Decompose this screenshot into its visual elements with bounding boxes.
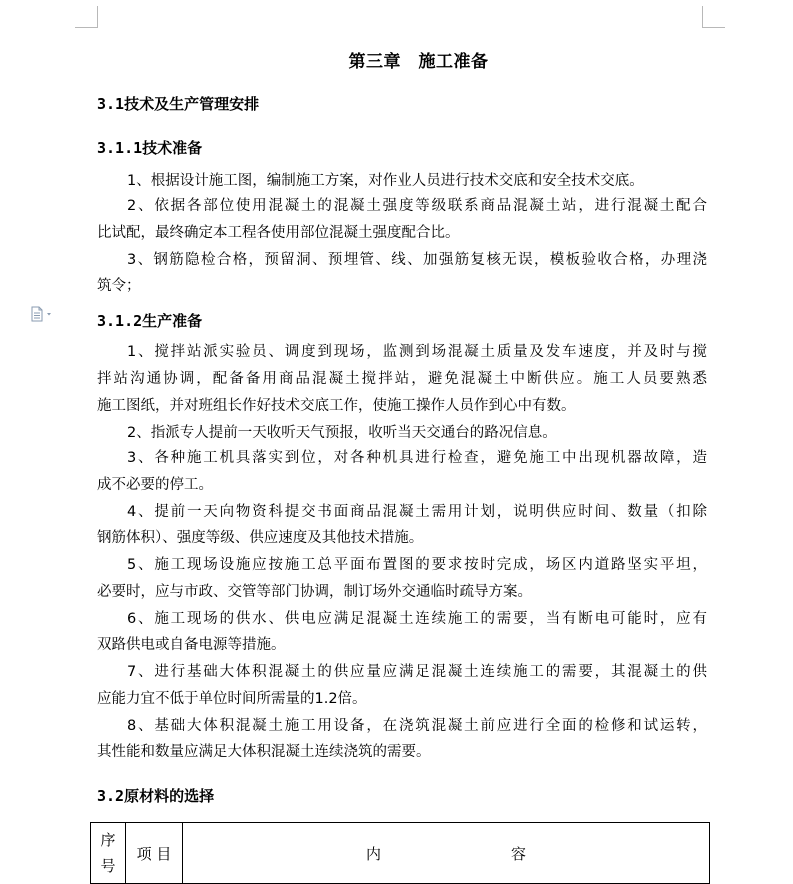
- document-icon[interactable]: [30, 306, 54, 322]
- paragraph-line: 施工图纸，并对班组长作好技术交底工作，使施工操作人员作到心中有数。: [97, 398, 576, 414]
- chevron-down-icon: [47, 313, 51, 316]
- paragraph-line: 其性能和数量应满足大体积混凝土连续浇筑的需要。: [97, 744, 431, 760]
- paragraph-line: 4、提前一天向物资科提交书面商品混凝土需用计划，说明供应时间、数量（扣除: [127, 504, 707, 520]
- paragraph-line: 拌站沟通协调，配备备用商品混凝土搅拌站，避免混凝土中断供应。施工人员要熟悉: [97, 371, 707, 387]
- paragraph-line: 2、指派专人提前一天收听天气预报，收听当天交通台的路况信息。: [127, 425, 557, 441]
- section-title: 技术准备: [142, 139, 203, 157]
- table-header-cell-item: 项 目: [126, 823, 183, 884]
- paragraph-line: 2、依据各部位使用混凝土的混凝土强度等级联系商品混凝土站，进行混凝土配合: [127, 198, 707, 214]
- paragraph-line: 比试配，最终确定本工程各使用部位混凝土强度配合比。: [97, 225, 460, 241]
- table-header-cell-index: 序 号: [91, 823, 126, 884]
- paragraph-line: 3、钢筋隐检合格，预留洞、预埋管、线、加强筋复核无误，模板验收合格，办理浇: [127, 252, 707, 268]
- table-header-row: [91, 823, 710, 884]
- section-number: 3.1.1: [97, 139, 143, 157]
- section-heading-3-2: [97, 785, 214, 806]
- section-heading-3-1: [97, 93, 259, 114]
- crop-mark-top-left: [97, 6, 98, 28]
- crop-mark-top-right: [702, 6, 703, 28]
- crop-mark-top-left-h: [75, 27, 97, 28]
- materials-table: [90, 822, 710, 884]
- paragraph-line: 8、基础大体积混凝土施工用设备，在浇筑混凝土前应进行全面的检修和试运转，: [127, 718, 707, 734]
- paragraph-line: 5、施工现场设施应按施工总平面布置图的要求按时完成，场区内道路坚实平坦，: [127, 557, 707, 573]
- paragraph-line: 筑令；: [97, 278, 141, 294]
- paragraph-line: 双路供电或自备电源等措施。: [97, 637, 286, 653]
- paragraph-line: 必要时，应与市政、交管等部门协调，制订场外交通临时疏导方案。: [97, 584, 532, 600]
- section-heading-3-1-2: [97, 310, 202, 331]
- paragraph-line: 1、搅拌站派实验员、调度到现场，监测到场混凝土质量及发车速度，并及时与搅: [127, 344, 707, 360]
- section-heading-3-1-1: [97, 137, 202, 158]
- paragraph-line: 6、施工现场的供水、供电应满足混凝土连续施工的需要，当有断电可能时，应有: [127, 611, 707, 627]
- table-header-cell-content: 内 容: [183, 823, 710, 884]
- chapter-title: 第三章 施工准备: [348, 52, 489, 72]
- section-number: 3.1: [97, 95, 125, 113]
- paragraph-line: 7、进行基础大体积混凝土的供应量应满足混凝土连续施工的需要，其混凝土的供: [127, 664, 707, 680]
- section-title: 生产准备: [142, 312, 203, 330]
- paragraph-line: 钢筋体积）、强度等级、供应速度及其他技术措施。: [97, 530, 424, 546]
- paragraph-line: 1、根据设计施工图，编制施工方案，对作业人员进行技术交底和安全技术交底。: [127, 173, 644, 189]
- section-title: 技术及生产管理安排: [124, 95, 260, 113]
- section-number: 3.2: [97, 787, 125, 805]
- crop-mark-top-right-h: [703, 27, 725, 28]
- paragraph-line: 3、各种施工机具落实到位，对各种机具进行检查，避免施工中出现机器故障，造: [127, 450, 707, 466]
- paragraph-line: 成不必要的停工。: [97, 477, 213, 493]
- section-number: 3.1.2: [97, 312, 143, 330]
- paragraph-line: 应能力宜不低于单位时间所需量的1.2倍。: [97, 691, 367, 707]
- section-title: 原材料的选择: [124, 787, 215, 805]
